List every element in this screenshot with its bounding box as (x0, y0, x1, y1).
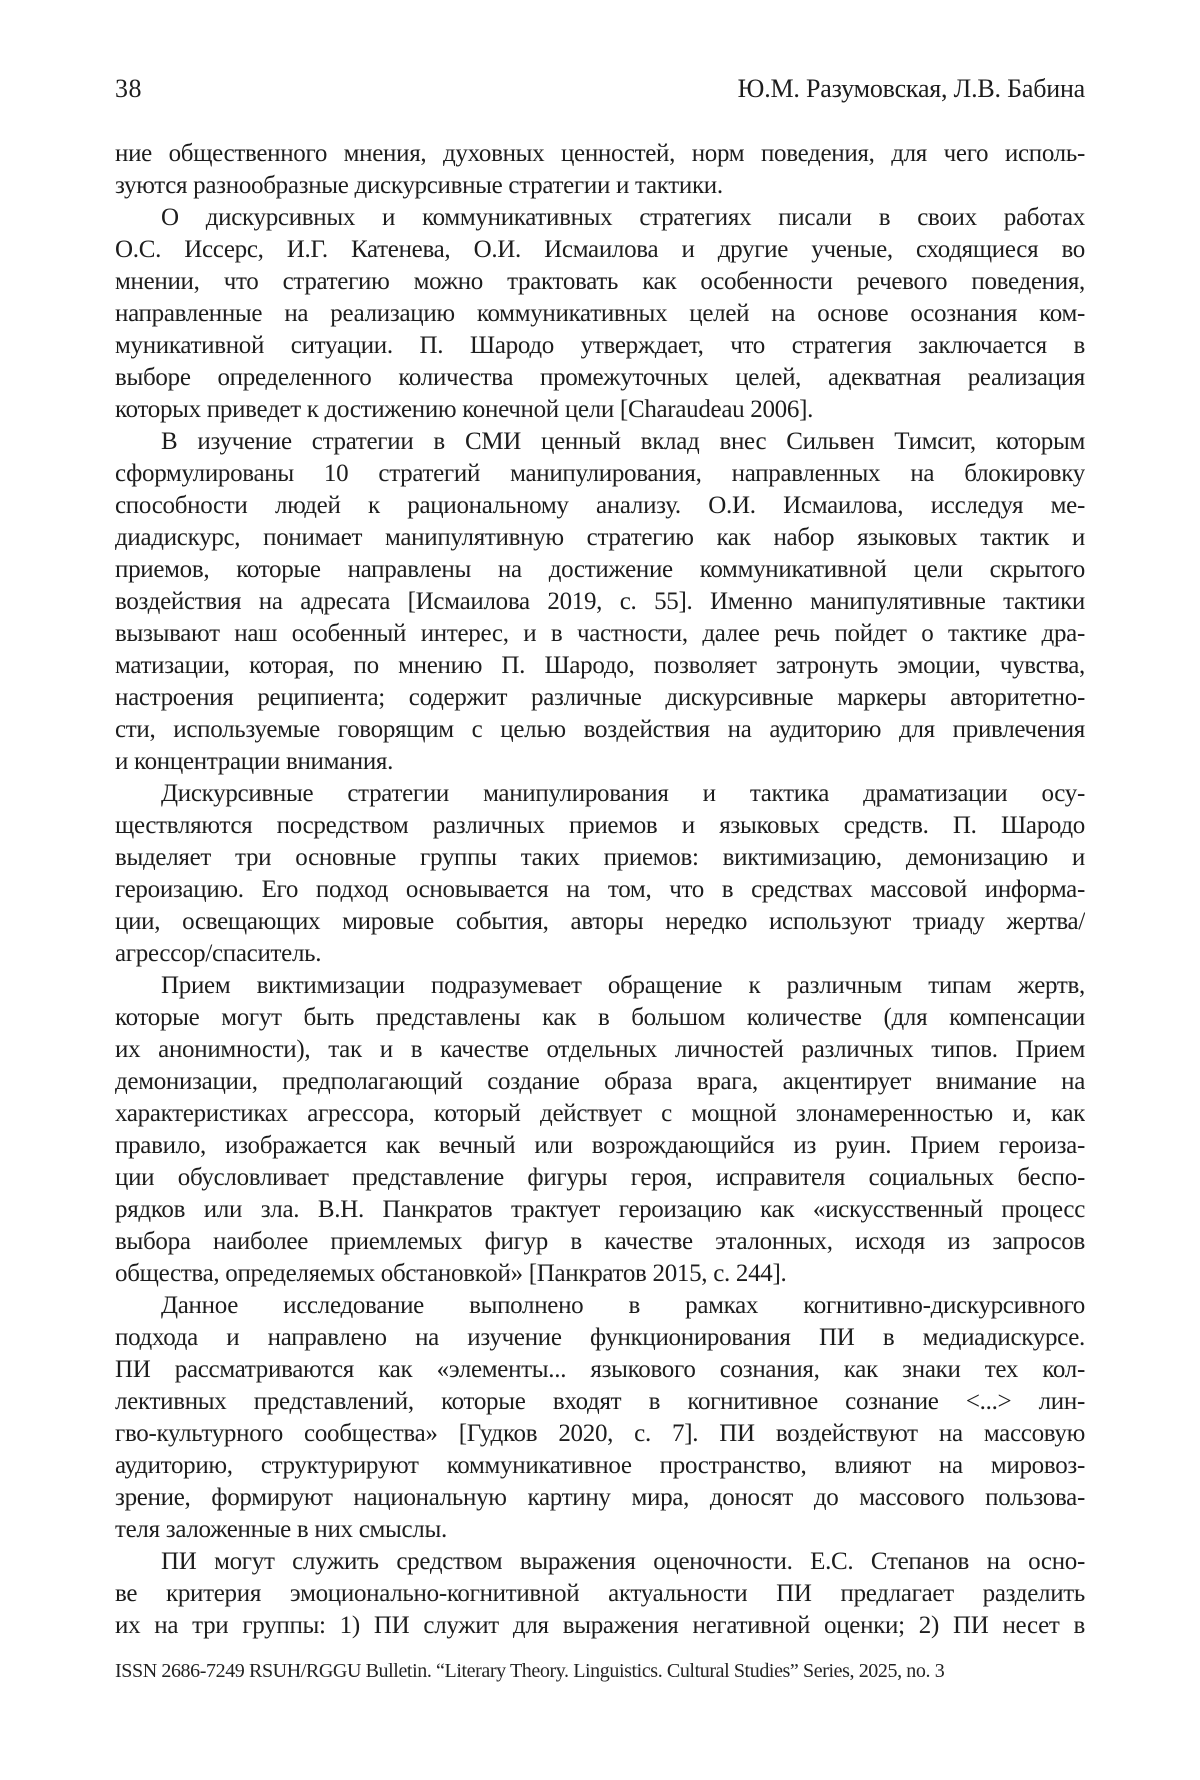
text-line: подхода и направлено на изучение функционирования ПИ в медиадискурсе. (115, 1324, 1085, 1351)
text-line: ПИ могут служить средством выражения оценочности. Е.С. Степанов на осно- (161, 1548, 1085, 1575)
body-text (115, 138, 1085, 1642)
text-line: выборе определенного количества промежуточных целей, адекватная реализация (115, 364, 1085, 391)
text-line: Прием виктимизации подразумевает обращение к различным типам жертв, (161, 972, 1085, 999)
text-line: вызывают наш особенный интерес, и в частности, далее речь пойдет о тактике дра- (115, 620, 1085, 647)
text-line: героизацию. Его подход основывается на том, что в средствах массовой информа- (115, 876, 1085, 903)
text-line: Данное исследование выполнено в рамках когнитивно-дискурсивного (161, 1292, 1085, 1319)
text-line: сти, используемые говорящим с целью воздействия на аудиторию для привлечения (115, 716, 1085, 743)
text-line: которые могут быть представлены как в большом количестве (для компенсации (115, 1004, 1085, 1031)
text-line: ществляются посредством различных приемов и языковых средств. П. Шародо (115, 812, 1085, 839)
text-line: агрессор/спаситель. (115, 940, 322, 967)
text-line: ние общественного мнения, духовных ценностей, норм поведения, для чего исполь- (115, 140, 1085, 167)
text-line: которых приведет к достижению конечной цели [Charaudeau 2006]. (115, 396, 814, 423)
text-line: настроения реципиента; содержит различные дискурсивные маркеры авторитетно- (115, 684, 1085, 711)
text-line: их на три группы: 1) ПИ служит для выражения негативной оценки; 2) ПИ несет в (115, 1612, 1085, 1639)
page-header (115, 74, 1085, 104)
text-line: воздействия на адресата [Исмаилова 2019, с. 55]. Именно манипулятивные тактики (115, 588, 1085, 615)
text-line: сформулированы 10 стратегий манипулирования, направленных на блокировку (115, 460, 1085, 487)
page-number: 38 (115, 74, 142, 103)
text-line: диадискурс, понимает манипулятивную стратегию как набор языковых тактик и (115, 524, 1085, 551)
text-line: аудиторию, структурируют коммуникативное пространство, влияют на мировоз- (115, 1452, 1085, 1479)
text-line: матизации, которая, по мнению П. Шародо, позволяет затронуть эмоции, чувства, (115, 652, 1085, 679)
text-line: мнении, что стратегию можно трактовать как особенности речевого поведения, (115, 268, 1085, 295)
text-line: зрение, формируют национальную картину мира, доносят до массового пользова- (115, 1484, 1085, 1511)
text-line: ве критерия эмоционально-когнитивной актуальности ПИ предлагает разделить (115, 1580, 1085, 1607)
text-line: зуются разнообразные дискурсивные стратегии и тактики. (115, 172, 723, 199)
text-line: ции обусловливает представление фигуры героя, исправителя социальных беспо- (115, 1164, 1085, 1191)
text-line: теля заложенные в них смыслы. (115, 1516, 447, 1543)
text-line: муникативной ситуации. П. Шародо утверждает, что стратегия заключается в (115, 332, 1085, 359)
text-line: выделяет три основные группы таких приемов: виктимизацию, демонизацию и (115, 844, 1085, 871)
text-line: демонизации, предполагающий создание образа врага, акцентирует внимание на (115, 1068, 1085, 1095)
text-line: Дискурсивные стратегии манипулирования и тактика драматизации осу- (161, 780, 1085, 807)
text-line: характеристиках агрессора, который действует с мощной злонамеренностью и, как (115, 1100, 1085, 1127)
text-line: лективных представлений, которые входят в когнитивное сознание <...> лин- (115, 1388, 1085, 1415)
text-line: приемов, которые направлены на достижение коммуникативной цели скрытого (115, 556, 1085, 583)
text-line: рядков или зла. В.Н. Панкратов трактует героизацию как «искусственный процесс (115, 1196, 1085, 1223)
footer-issn-line: ISSN 2686-7249 RSUH/RGGU Bulletin. “Literary Theory. Linguistics. Cultural Studies” Series, 2025, no. 3 (115, 1660, 945, 1682)
text-line: О.С. Иссерс, И.Г. Катенева, О.И. Исмаилова и другие ученые, сходящиеся во (115, 236, 1085, 263)
text-line: гво-культурного сообщества» [Гудков 2020, с. 7]. ПИ воздействуют на массовую (115, 1420, 1085, 1447)
text-line: В изучение стратегии в СМИ ценный вклад внес Сильвен Тимсит, которым (161, 428, 1085, 455)
text-line: правило, изображается как вечный или возрождающийся из руин. Прием героиза- (115, 1132, 1085, 1159)
text-line: общества, определяемых обстановкой» [Панкратов 2015, с. 244]. (115, 1260, 787, 1287)
running-head-authors: Ю.М. Разумовская, Л.В. Бабина (737, 74, 1085, 103)
text-line: О дискурсивных и коммуникативных стратегиях писали в своих работах (161, 204, 1085, 231)
text-line: и концентрации внимания. (115, 748, 394, 775)
text-line: ПИ рассматриваются как «элементы... языкового сознания, как знаки тех кол- (115, 1356, 1085, 1383)
text-line: способности людей к рациональному анализу. О.И. Исмаилова, исследуя ме- (115, 492, 1085, 519)
text-line: их анонимности), так и в качестве отдельных личностей различных типов. Прием (115, 1036, 1085, 1063)
text-line: ции, освещающих мировые события, авторы нередко используют триаду жертва/ (115, 908, 1085, 935)
text-line: направленные на реализацию коммуникативных целей на основе осознания ком- (115, 300, 1085, 327)
text-line: выбора наиболее приемлемых фигур в качестве эталонных, исходя из запросов (115, 1228, 1085, 1255)
